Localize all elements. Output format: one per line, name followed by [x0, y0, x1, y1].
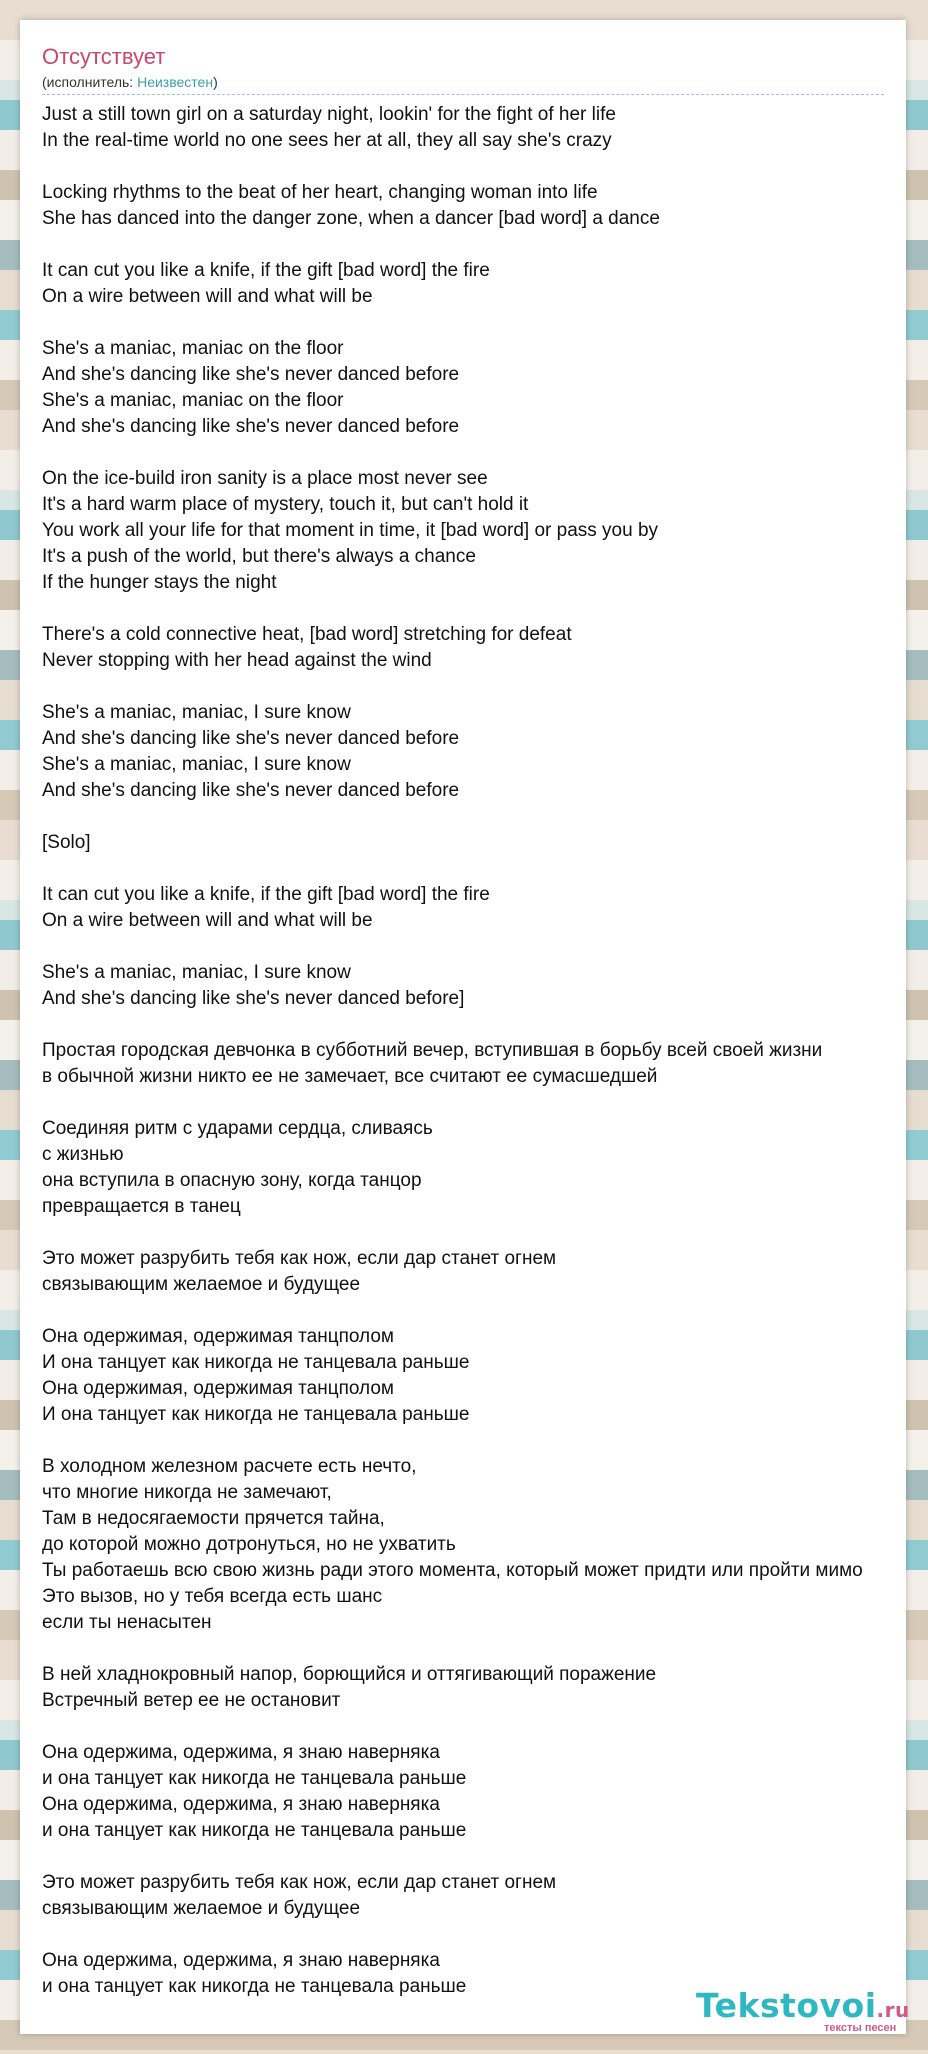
lyrics-line: And she's dancing like she's never danced before: [42, 780, 460, 801]
lyrics-line: до которой можно дотронуться, но не ухватить: [42, 1534, 456, 1555]
lyrics-line: И она танцует как никогда не танцевала раньше: [42, 1404, 470, 1425]
lyrics-line: и она танцует как никогда не танцевала раньше: [42, 1768, 467, 1789]
lyrics-line: превращается в танец: [42, 1196, 241, 1217]
lyrics-line: Never stopping with her head against the wind: [42, 650, 432, 671]
lyrics-line: And she's dancing like she's never danced before: [42, 728, 460, 749]
lyrics-blank-line: [42, 440, 912, 466]
lyrics-line: It can cut you like a knife, if the gift [bad word] the fire: [42, 884, 490, 905]
logo-main-text: Tekstovoi: [696, 1986, 877, 2025]
lyrics-line: She's a maniac, maniac, I sure know: [42, 754, 351, 775]
lyrics-line: Это вызов, но у тебя всегда есть шанс: [42, 1586, 383, 1607]
lyrics-line: Это может разрубить тебя как нож, если дар станет огнем: [42, 1248, 557, 1269]
lyrics-line: [Solo]: [42, 832, 91, 853]
lyrics-line: If the hunger stays the night: [42, 572, 277, 593]
lyrics-line: It's a hard warm place of mystery, touch it, but can't hold it: [42, 494, 529, 515]
lyrics-line: She's a maniac, maniac on the floor: [42, 390, 344, 411]
lyrics-blank-line: [42, 1844, 912, 1870]
lyrics-line: Соединяя ритм с ударами сердца, сливаясь: [42, 1118, 433, 1139]
lyrics-line: She has danced into the danger zone, when a dancer [bad word] a dance: [42, 208, 660, 229]
lyrics-blank-line: [42, 232, 912, 258]
lyrics-blank-line: [42, 804, 912, 830]
lyrics-line: В холодном железном расчете есть нечто,: [42, 1456, 417, 1477]
lyrics-line: In the real-time world no one sees her at all, they all say she's crazy: [42, 130, 612, 151]
artist-prefix: (исполнитель:: [42, 74, 138, 90]
lyrics-blank-line: [42, 1922, 912, 1948]
lyrics-blank-line: [42, 934, 912, 960]
lyrics-line: Just a still town girl on a saturday night, lookin' for the fight of her life: [42, 104, 616, 125]
lyrics-line: Locking rhythms to the beat of her heart, changing woman into life: [42, 182, 598, 203]
lyrics-line: Там в недосягаемости прячется тайна,: [42, 1508, 385, 1529]
lyrics-line: И она танцует как никогда не танцевала раньше: [42, 1352, 470, 1373]
lyrics-line: She's a maniac, maniac on the floor: [42, 338, 344, 359]
logo-subtitle: тексты песен: [824, 2022, 897, 2034]
lyrics-line: В ней хладнокровный напор, борющийся и оттягивающий поражение: [42, 1664, 657, 1685]
lyrics-line: On the ice-build iron sanity is a place most never see: [42, 468, 488, 489]
artist-suffix: ): [213, 74, 218, 90]
lyrics-line: и она танцует как никогда не танцевала раньше: [42, 1976, 467, 1997]
lyrics-line: Встречный ветер ее не остановит: [42, 1690, 341, 1711]
lyrics-line: Она одержима, одержима, я знаю наверняка: [42, 1742, 440, 1763]
lyrics-blank-line: [42, 1220, 912, 1246]
logo-tld: .ru: [876, 1998, 910, 2022]
lyrics-line: There's a cold connective heat, [bad word] stretching for defeat: [42, 624, 572, 645]
lyrics-line: в обычной жизни никто ее не замечает, все считают ее сумасшедшей: [42, 1066, 658, 1087]
song-header: [42, 42, 884, 95]
lyrics-blank-line: [42, 856, 912, 882]
lyrics-line: если ты ненасытен: [42, 1612, 212, 1633]
lyrics-blank-line: [42, 674, 912, 700]
lyrics-text: [42, 102, 912, 2000]
artist-line: [42, 72, 884, 92]
lyrics-page: [20, 20, 910, 2034]
lyrics-blank-line: [42, 1714, 912, 1740]
lyrics-line: And she's dancing like she's never danced before: [42, 364, 460, 385]
lyrics-line: It can cut you like a knife, if the gift [bad word] the fire: [42, 260, 490, 281]
lyrics-line: с жизнью: [42, 1144, 124, 1165]
lyrics-blank-line: [42, 310, 912, 336]
lyrics-line: Простая городская девчонка в субботний вечер, вступившая в борьбу всей своей жизни: [42, 1040, 823, 1061]
site-logo[interactable]: [696, 1986, 910, 2034]
lyrics-blank-line: [42, 1012, 912, 1038]
lyrics-line: Ты работаешь всю свою жизнь ради этого момента, который может придти или пройти мимо: [42, 1560, 863, 1581]
lyrics-line: Она одержима, одержима, я знаю наверняка: [42, 1794, 440, 1815]
lyrics-line: On a wire between will and what will be: [42, 910, 373, 931]
lyrics-blank-line: [42, 1636, 912, 1662]
lyrics-blank-line: [42, 1428, 912, 1454]
lyrics-line: She's a maniac, maniac, I sure know: [42, 962, 351, 983]
lyrics-line: Она одержимая, одержимая танцполом: [42, 1326, 394, 1347]
lyrics-line: And she's dancing like she's never danced before]: [42, 988, 465, 1009]
lyrics-line: Это может разрубить тебя как нож, если дар станет огнем: [42, 1872, 557, 1893]
artist-link[interactable]: Неизвестен: [137, 74, 214, 90]
lyrics-blank-line: [42, 596, 912, 622]
lyrics-line: Она одержимая, одержимая танцполом: [42, 1378, 394, 1399]
song-title: Отсутствует: [42, 44, 166, 69]
lyrics-blank-line: [42, 1298, 912, 1324]
lyrics-line: связывающим желаемое и будущее: [42, 1898, 361, 1919]
lyrics-line: и она танцует как никогда не танцевала раньше: [42, 1820, 467, 1841]
lyrics-line: связывающим желаемое и будущее: [42, 1274, 361, 1295]
lyrics-blank-line: [42, 154, 912, 180]
lyrics-line: On a wire between will and what will be: [42, 286, 373, 307]
lyrics-line: она вступила в опасную зону, когда танцор: [42, 1170, 422, 1191]
lyrics-line: It's a push of the world, but there's always a chance: [42, 546, 476, 567]
lyrics-line: She's a maniac, maniac, I sure know: [42, 702, 351, 723]
lyrics-line: Она одержима, одержима, я знаю наверняка: [42, 1950, 440, 1971]
lyrics-line: You work all your life for that moment in time, it [bad word] or pass you by: [42, 520, 659, 541]
lyrics-line: что многие никогда не замечают,: [42, 1482, 332, 1503]
lyrics-line: And she's dancing like she's never danced before: [42, 416, 460, 437]
lyrics-blank-line: [42, 1090, 912, 1116]
